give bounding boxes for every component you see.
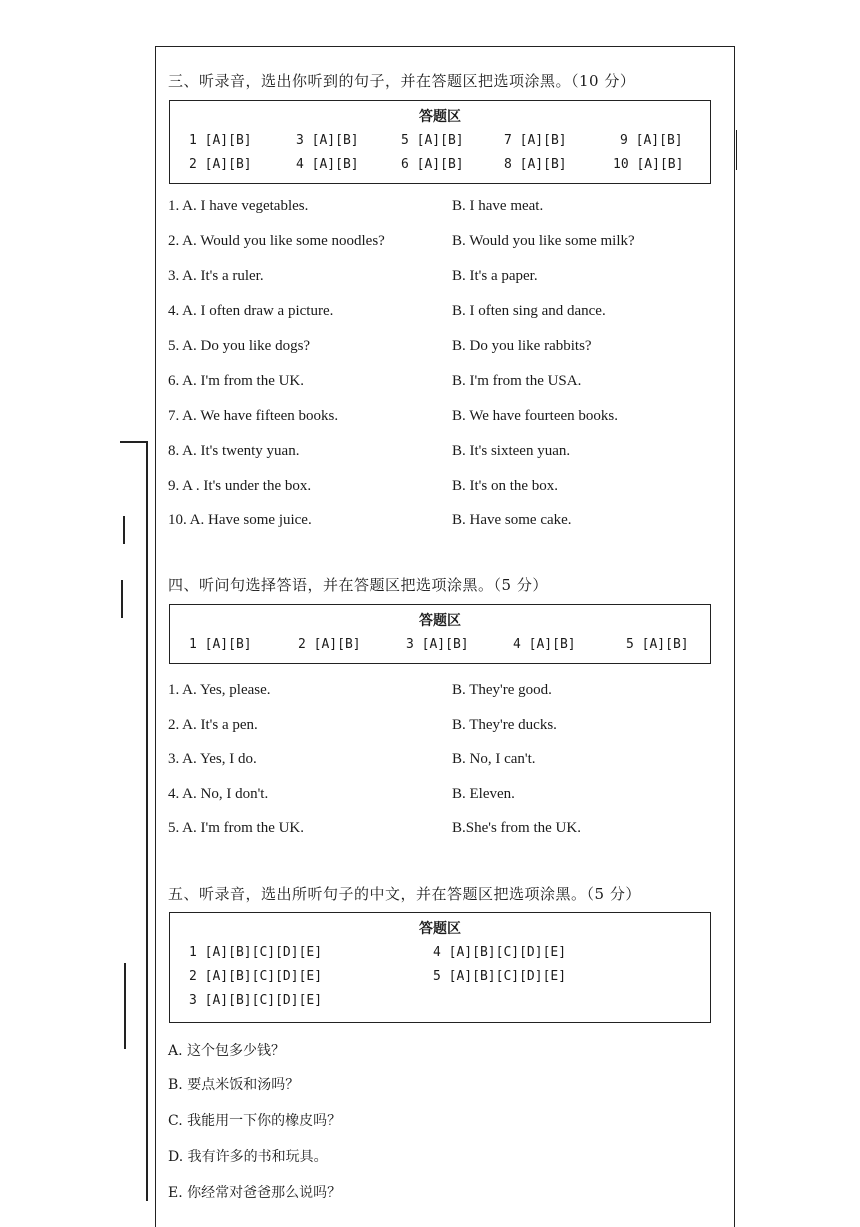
s5-option-d: D. 我有许多的书和玩具。 [168, 1149, 328, 1165]
margin-mark-top-vertical [146, 441, 148, 1201]
section4-title: 四、听问句选择答语，并在答题区把选项涂黑。（5 分） [168, 576, 548, 594]
section5-title: 五、听录音，选出所听句子的中文，并在答题区把选项涂黑。（5 分） [168, 885, 641, 903]
answer-cell[interactable]: 4 [A][B] [296, 157, 359, 172]
section5-answer-box-title: 答题区 [419, 921, 461, 937]
s3-q9-option-b: B. It's on the box. [452, 478, 559, 494]
s4-q2-option-b: B. They're ducks. [452, 717, 557, 733]
s3-q1-option-b: B. I have meat. [452, 198, 544, 214]
answer-cell[interactable]: 8 [A][B] [504, 157, 567, 172]
answer-cell[interactable]: 2 [A][B][C][D][E] [189, 969, 323, 984]
section3-answer-box-title: 答题区 [419, 109, 461, 125]
s3-q3-option-b: B. It's a paper. [452, 268, 538, 284]
answer-cell[interactable]: 9 [A][B] [620, 133, 683, 148]
answer-cell[interactable]: 5 [A][B][C][D][E] [433, 969, 567, 984]
s3-q10-option-b: B. Have some cake. [452, 512, 572, 528]
margin-mark-bracket-3 [124, 963, 126, 1049]
answer-cell[interactable]: 7 [A][B] [504, 133, 567, 148]
answer-cell[interactable]: 3 [A][B] [296, 133, 359, 148]
s3-q1-option-a: 1. A. I have vegetables. [168, 198, 309, 214]
answer-cell[interactable]: 2 [A][B] [298, 637, 361, 652]
section3-title: 三、听录音，选出你听到的句子，并在答题区把选项涂黑。（10 分） [168, 72, 636, 90]
s3-q8-option-b: B. It's sixteen yuan. [452, 443, 571, 459]
answer-cell[interactable]: 1 [A][B][C][D][E] [189, 945, 323, 960]
s4-q1-option-b: B. They're good. [452, 682, 552, 698]
answer-cell[interactable]: 1 [A][B] [189, 637, 252, 652]
s3-q10-option-a: 10. A. Have some juice. [168, 512, 312, 528]
section4-answer-box-title: 答题区 [419, 613, 461, 629]
section5-answer-box [169, 912, 711, 1023]
s5-option-c: C. 我能用一下你的橡皮吗？ [168, 1113, 342, 1129]
answer-cell[interactable]: 10 [A][B] [613, 157, 684, 172]
s4-q4-option-b: B. Eleven. [452, 786, 515, 802]
s3-q2-option-b: B. Would you like some milk? [452, 233, 635, 249]
s4-q4-option-a: 4. A. No, I don't. [168, 786, 269, 802]
s3-q8-option-a: 8. A. It's twenty yuan. [168, 443, 300, 459]
s3-q5-option-a: 5. A. Do you like dogs? [168, 338, 311, 354]
s4-q5-option-b: B.She's from the UK. [452, 820, 581, 836]
answer-cell[interactable]: 5 [A][B] [401, 133, 464, 148]
answer-cell[interactable]: 6 [A][B] [401, 157, 464, 172]
s3-q3-option-a: 3. A. It's a ruler. [168, 268, 264, 284]
right-edge-tick [736, 130, 737, 170]
section3-answer-box [169, 100, 711, 184]
s4-q2-option-a: 2. A. It's a pen. [168, 717, 258, 733]
s3-q6-option-a: 6. A. I'm from the UK. [168, 373, 305, 389]
section4-answer-box [169, 604, 711, 664]
answer-cell[interactable]: 4 [A][B][C][D][E] [433, 945, 567, 960]
s5-option-b: B. 要点米饭和汤吗？ [168, 1077, 300, 1093]
s4-q5-option-a: 5. A. I'm from the UK. [168, 820, 305, 836]
margin-mark-bracket-1 [123, 516, 125, 544]
answer-cell[interactable]: 5 [A][B] [626, 637, 689, 652]
s3-q2-option-a: 2. A. Would you like some noodles? [168, 233, 385, 249]
s3-q4-option-a: 4. A. I often draw a picture. [168, 303, 334, 319]
answer-cell[interactable]: 1 [A][B] [189, 133, 252, 148]
answer-cell[interactable]: 4 [A][B] [513, 637, 576, 652]
answer-cell[interactable]: 3 [A][B] [406, 637, 469, 652]
s4-q3-option-a: 3. A. Yes, I do. [168, 751, 257, 767]
margin-mark-bracket-2 [121, 580, 123, 618]
s3-q9-option-a: 9. A . It's under the box. [168, 478, 312, 494]
s4-q1-option-a: 1. A. Yes, please. [168, 682, 271, 698]
answer-cell[interactable]: 2 [A][B] [189, 157, 252, 172]
s4-q3-option-b: B. No, I can't. [452, 751, 536, 767]
s3-q5-option-b: B. Do you like rabbits? [452, 338, 592, 354]
s3-q7-option-b: B. We have fourteen books. [452, 408, 618, 424]
answer-cell[interactable]: 3 [A][B][C][D][E] [189, 993, 323, 1008]
margin-mark-top [120, 441, 146, 443]
s5-option-a: A. 这个包多少钱？ [168, 1043, 286, 1059]
s3-q6-option-b: B. I'm from the USA. [452, 373, 582, 389]
s3-q7-option-a: 7. A. We have fifteen books. [168, 408, 339, 424]
s3-q4-option-b: B. I often sing and dance. [452, 303, 606, 319]
s5-option-e: E. 你经常对爸爸那么说吗？ [168, 1185, 342, 1201]
